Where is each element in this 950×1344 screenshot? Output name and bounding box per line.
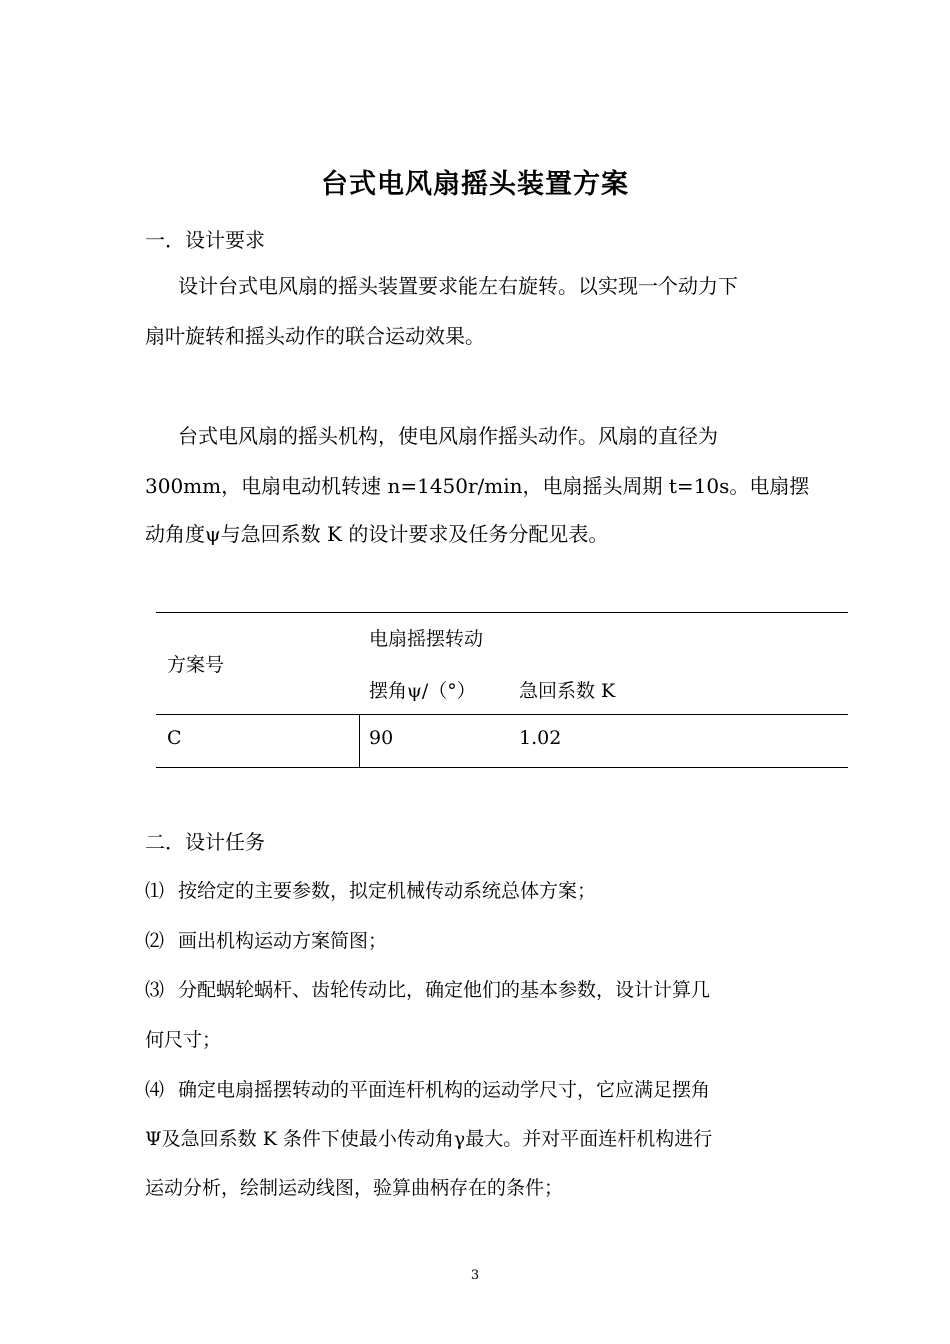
table-header-rule <box>156 714 848 715</box>
page-number: 3 <box>470 1268 480 1283</box>
task-item-1-line-1: 按给定的主要参数，拟定机械传动系统总体方案； <box>178 880 597 902</box>
paragraph-2-line-2: 300mm，电扇电动机转速 n=1450r/min，电扇摇头周期 t=10s。电扇摆 <box>145 474 810 498</box>
table-bottom-rule <box>156 767 848 768</box>
paragraph-1-line-1: 设计台式电风扇的摇头装置要求能左右旋转。以实现一个动力下 <box>178 274 738 298</box>
task-item-4-line-3: 运动分析，绘制运动线图，验算曲柄存在的条件； <box>145 1177 564 1199</box>
table-column-divider <box>359 714 360 767</box>
table-cell-plan: C <box>167 727 182 749</box>
table-subheader-k: 急回系数 K <box>519 680 616 702</box>
page-title: 台式电风扇摇头装置方案 <box>321 169 629 200</box>
task-item-2-line-1: 画出机构运动方案简图； <box>178 930 388 952</box>
task-item-4-line-1: 确定电扇摇摆转动的平面连杆机构的运动学尺寸，它应满足摆角 <box>178 1079 711 1101</box>
section-2-heading: 二．设计任务 <box>145 830 265 854</box>
task-item-3-number: ⑶ <box>145 979 165 1001</box>
table-header-plan: 方案号 <box>167 654 225 676</box>
table-subheader-angle: 摆角ψ/（°） <box>369 680 476 702</box>
table-header-group: 电扇摇摆转动 <box>369 628 484 650</box>
table-cell-angle: 90 <box>369 727 394 749</box>
paragraph-2-line-1: 台式电风扇的摇头机构，使电风扇作摇头动作。风扇的直径为 <box>178 424 718 448</box>
task-item-3-line-1: 分配蜗轮蜗杆、齿轮传动比，确定他们的基本参数，设计计算几 <box>178 979 711 1001</box>
task-item-2-number: ⑵ <box>145 930 165 952</box>
section-1-heading: 一．设计要求 <box>145 228 265 252</box>
task-item-4-number: ⑷ <box>145 1079 165 1101</box>
task-item-4-line-2: Ψ及急回系数 K 条件下使最小传动角γ最大。并对平面连杆机构进行 <box>145 1128 713 1150</box>
task-item-3-line-2: 何尺寸； <box>145 1029 222 1051</box>
task-item-1-number: ⑴ <box>145 880 165 902</box>
paragraph-1-line-2: 扇叶旋转和摇头动作的联合运动效果。 <box>145 324 485 348</box>
paragraph-2-line-3: 动角度ψ与急回系数 K 的设计要求及任务分配见表。 <box>145 522 609 546</box>
table-top-rule <box>156 612 848 613</box>
table-cell-k: 1.02 <box>519 727 562 749</box>
